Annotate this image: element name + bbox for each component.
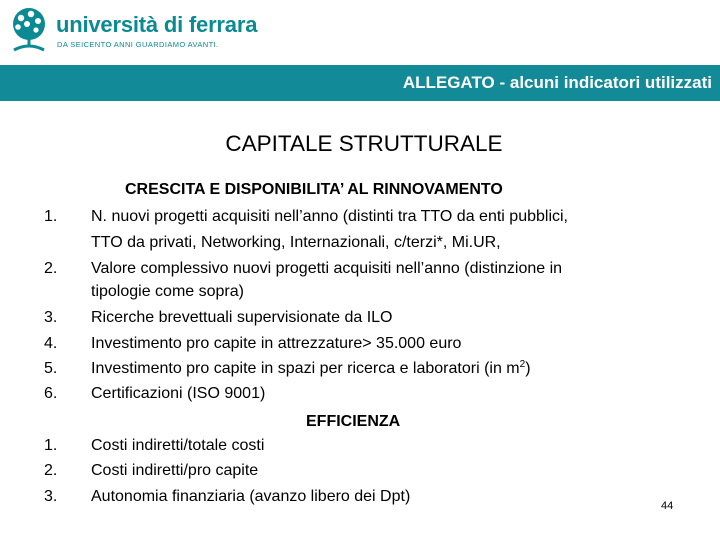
university-name: università di ferrara — [56, 12, 258, 37]
section-heading-efficiency: EFFICIENZA — [306, 413, 401, 430]
list-item-text: Costi indiretti/totale costi — [91, 437, 265, 454]
superscript: 2 — [519, 359, 526, 370]
list-item-text: Certificazioni (ISO 9001) — [91, 385, 266, 402]
list-item-text: Autonomia finanziaria (avanzo libero dei Dpt) — [91, 488, 411, 505]
list-item-text: Valore complessivo nuovi progetti acquisiti nell’anno (distinzione in — [91, 260, 563, 277]
list-item-number: 2. — [44, 462, 58, 479]
list-item-text — [91, 360, 531, 378]
university-tagline: DA SEICENTO ANNI GUARDIAMO AVANTI. — [57, 40, 219, 49]
page-number: 44 — [661, 500, 674, 512]
header-bar — [0, 65, 720, 101]
list-item-number: 6. — [44, 385, 58, 402]
list-item-number: 5. — [44, 360, 58, 377]
list-item-text: Ricerche brevettuali supervisionate da ILO — [91, 309, 393, 326]
list-item-text: TTO da privati, Networking, Internazionali, c/terzi*, Mi.UR, — [91, 234, 501, 251]
list-item-number: 3. — [44, 488, 58, 505]
list-item-text-end: ) — [525, 360, 531, 377]
list-item-text: Costi indiretti/pro capite — [91, 462, 259, 479]
list-item-number: 2. — [44, 260, 58, 277]
list-item-number: 4. — [44, 335, 58, 352]
section-heading-growth: CRESCITA E DISPONIBILITA’ AL RINNOVAMENTO — [125, 181, 503, 198]
header-title: ALLEGATO - alcuni indicatori utilizzati — [402, 73, 712, 92]
tree-emblem-icon — [8, 6, 50, 54]
list-item-text: tipologie come sopra) — [91, 283, 244, 300]
list-item-number: 1. — [44, 208, 58, 225]
university-logo — [0, 0, 258, 60]
list-item-text-main: Investimento pro capite in spazi per ricerca e laboratori (in m — [91, 360, 520, 377]
list-item-number: 1. — [44, 437, 58, 454]
list-item-text: Investimento pro capite in attrezzature> 35.000 euro — [91, 335, 462, 352]
list-item-number: 3. — [44, 309, 58, 326]
list-item-text: N. nuovi progetti acquisiti nell’anno (distinti tra TTO da enti pubblici, — [91, 208, 568, 225]
page-title: CAPITALE STRUTTURALE — [225, 131, 503, 156]
